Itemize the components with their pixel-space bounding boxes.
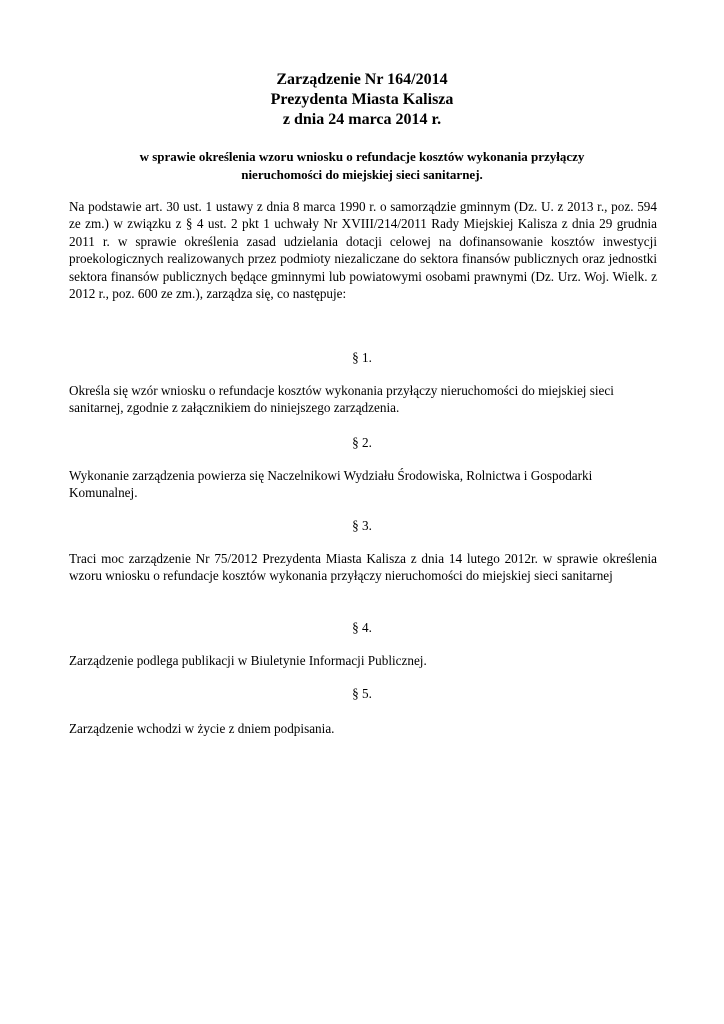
section-2-text: Wykonanie zarządzenia powierza się Naczelnikowi Wydziału Środowiska, Rolnictwa i Gospodarki Komunalnej. [69,468,593,501]
preamble: Na podstawie art. 30 ust. 1 ustawy z dnia 8 marca 1990 r. o samorządzie gminnym (Dz. U. z 2013 r., poz. 594 ze zm.) w związku z § 4 ust. 2 pkt 1 uchwały Nr XVIII/214/2011 Rady Miejskiej Kalisza z dnia 29 grudnia 2011 r. w sprawie określenia zasad udzielania dotacji celowej na dofinansowanie kosztów inwestycji proekologicznych realizowanych przez podmioty niezaliczane do sektora finansów publicznych oraz jednostki sektora finansów publicznych będące gminnymi lub powiatowymi osobami prawnymi (Dz. Urz. Woj. Wielk. z 2012 r., poz. 600 ze zm.), zarządza się, co następuje: [69,199,657,302]
section-5-number: § 5. [352,686,372,701]
section-5-text: Zarządzenie wchodzi w życie z dniem podpisania. [69,721,335,736]
title-line-2: Prezydenta Miasta Kalisza [270,91,454,108]
title-line-1: Zarządzenie Nr 164/2014 [276,71,448,88]
section-3-text: Traci moc zarządzenie Nr 75/2012 Prezydenta Miasta Kalisza z dnia 14 lutego 2012r. w sprawie określenia wzoru wniosku o refundacje kosztów wykonania przyłączy nieruchomości do miejskiej sieci sanitarnej [69,551,657,584]
section-2-number: § 2. [352,435,372,450]
document-subject: w sprawie określenia wzoru wniosku o refundacje kosztów wykonania przyłączy nieruchomości do miejskiej sieci sanitarnej. [139,149,585,182]
section-3-number: § 3. [352,518,372,533]
section-4-text: Zarządzenie podlega publikacji w Biuletynie Informacji Publicznej. [69,653,427,668]
title-line-3: z dnia 24 marca 2014 r. [282,111,442,128]
section-4-number: § 4. [352,620,372,635]
section-1-number: § 1. [352,350,372,365]
section-1-text: Określa się wzór wniosku o refundacje kosztów wykonania przyłączy nieruchomości do miejskiej sieci sanitarnej, zgodnie z załącznikiem do niniejszego zarządzenia. [69,383,614,416]
